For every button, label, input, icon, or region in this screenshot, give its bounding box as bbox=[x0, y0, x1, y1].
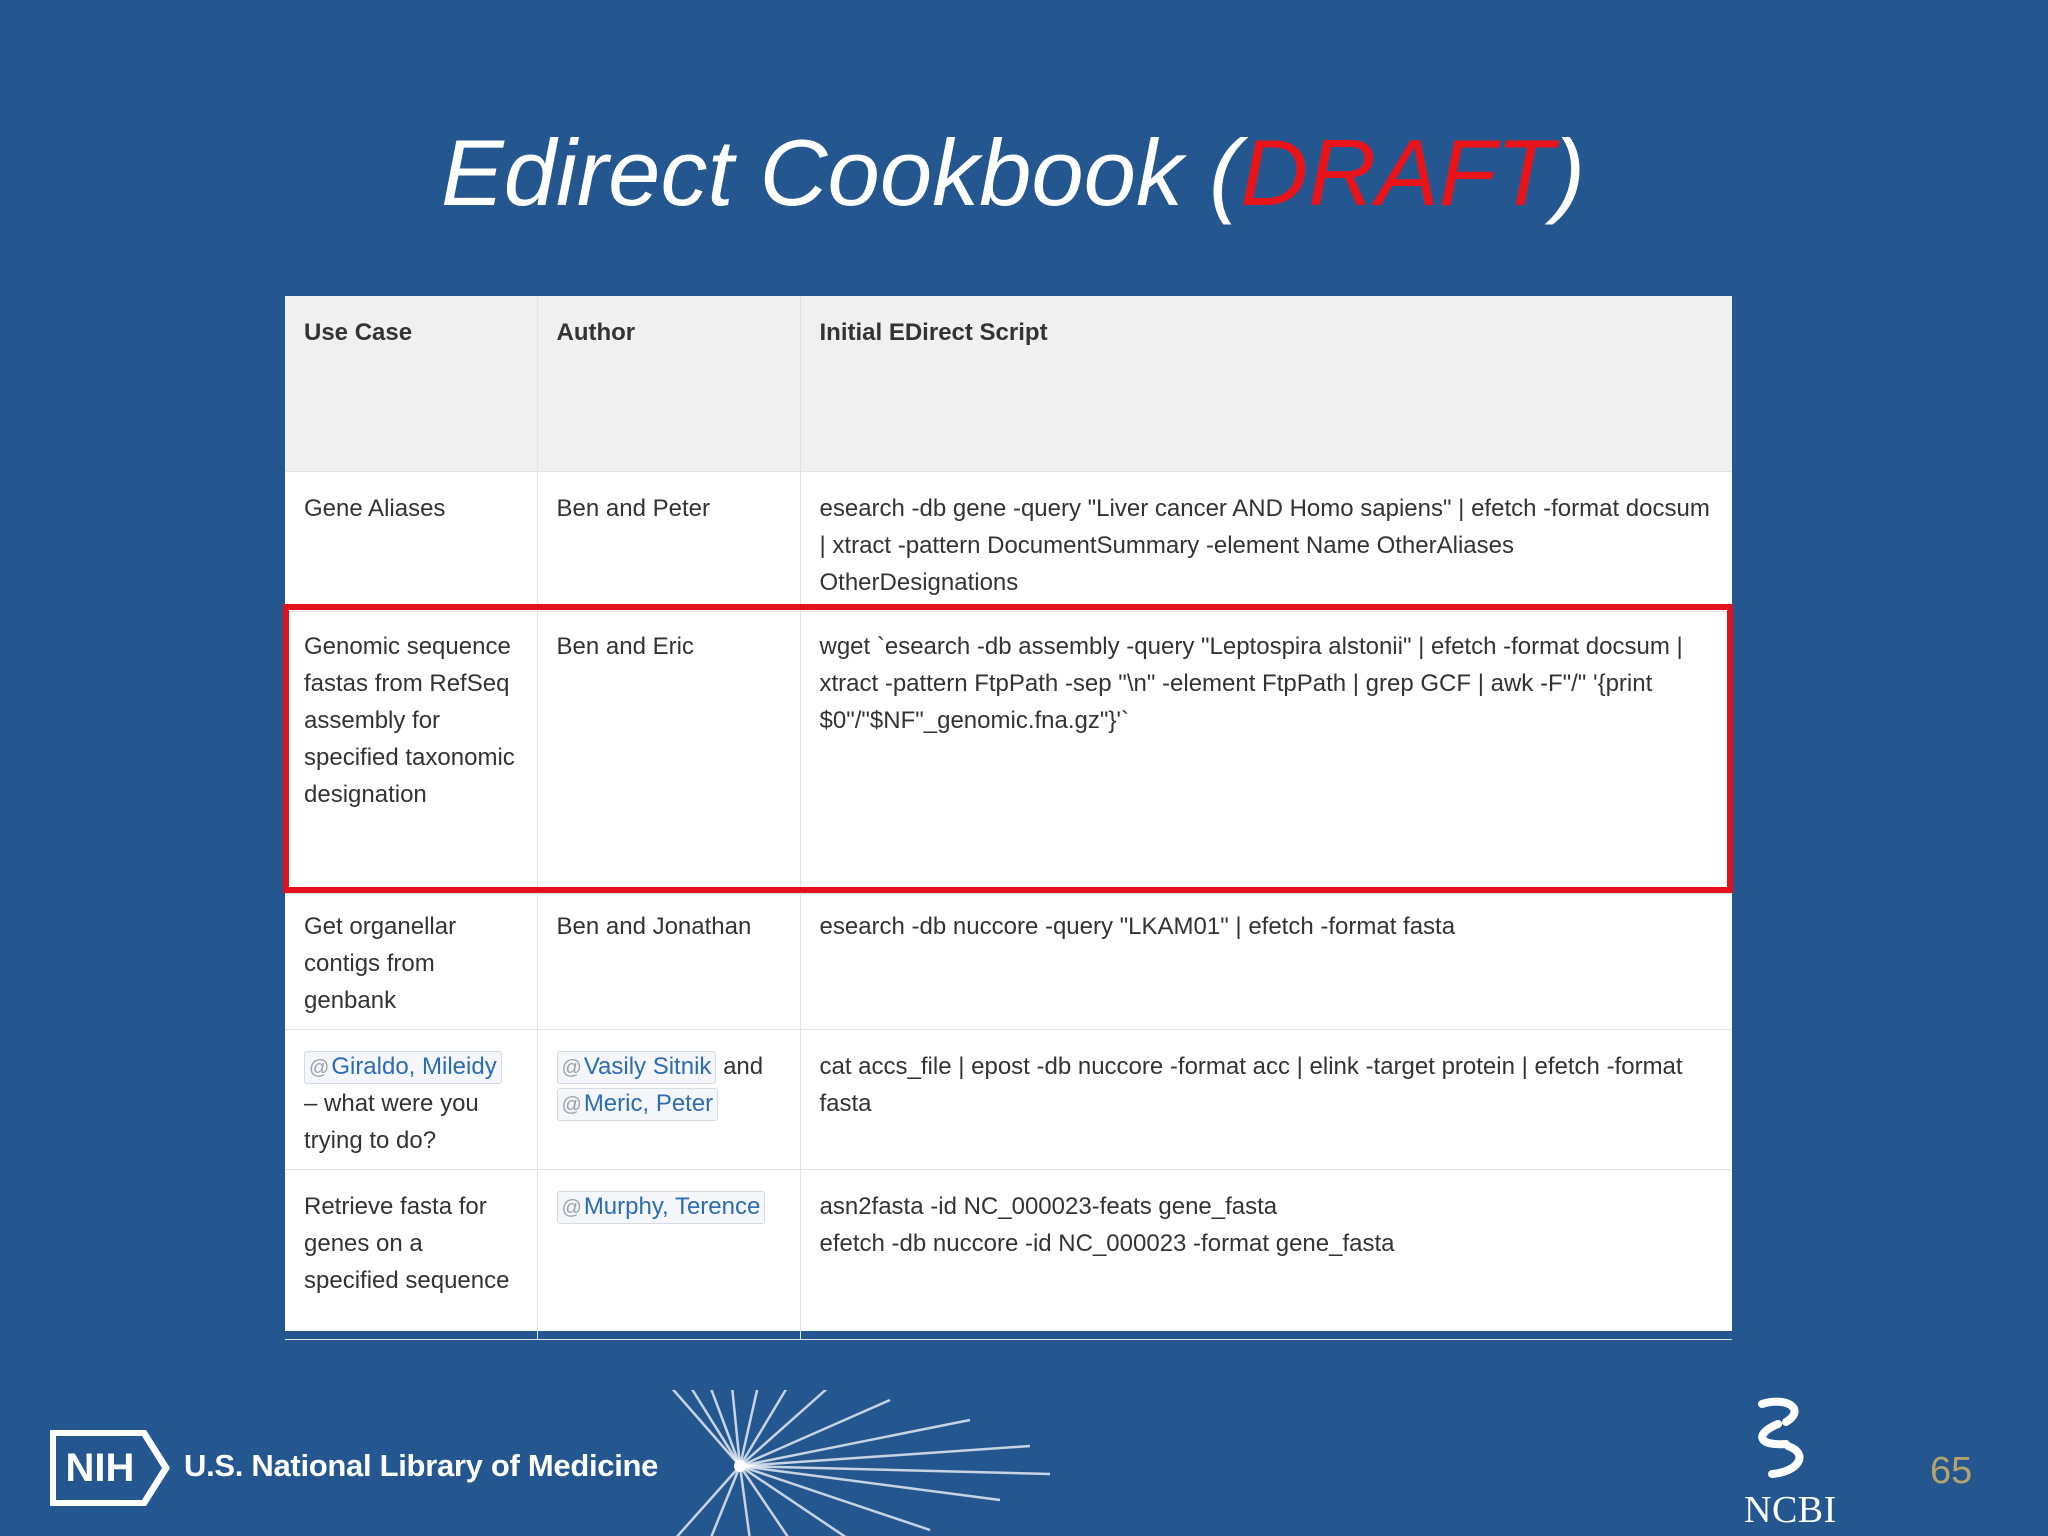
use-case-cell: Genomic sequence fastas from RefSeq assembly for specified taxonomic designation bbox=[285, 611, 537, 893]
user-mention[interactable] bbox=[557, 1051, 717, 1084]
header-author: Author bbox=[537, 296, 800, 471]
author-cell: Ben and Eric bbox=[537, 611, 800, 893]
table-header-row bbox=[285, 296, 1732, 471]
script-line: efetch -db nuccore -id NC_000023 -format gene_fasta bbox=[819, 1229, 1395, 1257]
user-mention[interactable] bbox=[557, 1088, 719, 1121]
use-case-text: – what were you trying to do? bbox=[304, 1089, 479, 1154]
nih-library-name: U.S. National Library of Medicine bbox=[184, 1448, 659, 1483]
script-cell: cat accs_file | epost -db nuccore -format acc | elink -target protein | efetch -format fasta bbox=[800, 1029, 1732, 1169]
mention-name: Vasily Sitnik bbox=[583, 1052, 712, 1080]
author-cell: Ben and Jonathan bbox=[537, 893, 800, 1029]
mention-name: Giraldo, Mileidy bbox=[331, 1052, 497, 1080]
author-cell: Ben and Peter bbox=[537, 471, 800, 611]
ncbi-helix-icon bbox=[1748, 1394, 1814, 1480]
at-icon: @ bbox=[309, 1056, 330, 1079]
title-draft: DRAFT bbox=[1240, 120, 1554, 225]
author-cell bbox=[537, 1029, 800, 1169]
title-suffix: ) bbox=[1553, 120, 1585, 225]
script-cell: esearch -db gene -query "Liver cancer AND Homo sapiens" | efetch -format docsum | xtract -pattern DocumentSummary -element Name OtherAliases OtherDesignations bbox=[800, 471, 1732, 611]
at-icon: @ bbox=[561, 1093, 582, 1116]
table-row bbox=[285, 471, 1732, 611]
table-row bbox=[285, 893, 1732, 1029]
script-cell: wget `esearch -db assembly -query "Leptospira alstonii" | efetch -format docsum | xtract -pattern FtpPath -sep "\n" -element FtpPath | grep GCF | awk -F"/" '{print $0"/"$NF"_genomic.fna.gz"}'` bbox=[800, 611, 1732, 893]
script-line: asn2fasta -id NC_000023-feats gene_fasta bbox=[819, 1192, 1278, 1220]
use-case-cell: Gene Aliases bbox=[285, 471, 537, 611]
nih-logo-icon bbox=[48, 1426, 174, 1510]
highlight-box bbox=[283, 604, 1733, 893]
ncbi-label: NCBI bbox=[1744, 1489, 1837, 1531]
use-case-cell: Retrieve fasta for genes on a specified sequence bbox=[285, 1169, 537, 1339]
page-number: 65 bbox=[1930, 1450, 1973, 1492]
script-cell bbox=[800, 1169, 1732, 1339]
use-case-cell: Get organellar contigs from genbank bbox=[285, 893, 537, 1029]
mention-name: Meric, Peter bbox=[583, 1089, 714, 1117]
table-row bbox=[285, 1169, 1732, 1339]
author-and-text: and bbox=[723, 1052, 764, 1080]
author-cell bbox=[537, 1169, 800, 1339]
use-case-cell bbox=[285, 1029, 537, 1169]
header-use-case: Use Case bbox=[285, 296, 537, 471]
user-mention[interactable] bbox=[304, 1051, 502, 1084]
mention-name: Murphy, Terence bbox=[583, 1192, 761, 1220]
header-script: Initial EDirect Script bbox=[800, 296, 1732, 471]
at-icon: @ bbox=[561, 1196, 582, 1219]
script-cell: esearch -db nuccore -query "LKAM01" | efetch -format fasta bbox=[800, 893, 1732, 1029]
starburst-icon bbox=[670, 1390, 1050, 1536]
slide-title bbox=[0, 118, 2026, 228]
table-row bbox=[285, 1029, 1732, 1169]
title-prefix: Edirect Cookbook ( bbox=[441, 120, 1241, 225]
at-icon: @ bbox=[561, 1056, 582, 1079]
nih-badge-text: NIH bbox=[65, 1446, 135, 1490]
user-mention[interactable] bbox=[557, 1191, 766, 1224]
